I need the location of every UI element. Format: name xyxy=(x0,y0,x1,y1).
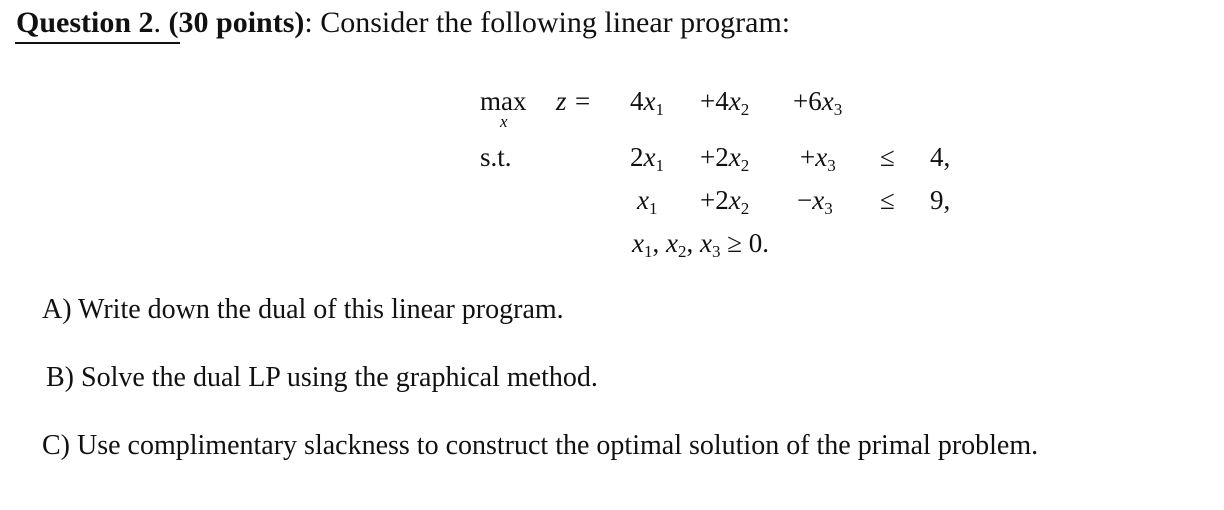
constraint-rhs: 9, xyxy=(930,185,951,215)
z-equals: z = xyxy=(556,86,592,116)
part-c: C) Use complimentary slackness to construct the optimal solution of the primal problem. xyxy=(42,430,1039,461)
st-label: s.t. xyxy=(480,142,512,172)
constraint-term: $+2x_2$ xyxy=(700,142,750,175)
question-points: (30 points) xyxy=(168,6,305,39)
constraint-term: $-x_3$ xyxy=(797,185,833,218)
constraint-term: $2x_1$ xyxy=(630,142,664,175)
title-underline xyxy=(15,42,180,44)
question-number: Question 2 xyxy=(16,6,154,39)
obj-term: $+4x_2$ xyxy=(700,86,750,119)
constraint-term: $+2x_2$ xyxy=(700,185,750,218)
constraint-term: $x_1$ xyxy=(637,185,658,218)
constraint-relation: ≤ xyxy=(880,185,895,215)
constraint-rhs: 4, xyxy=(930,142,951,172)
question-intro: : Consider the following linear program: xyxy=(304,6,791,39)
max-label: max xyxy=(480,86,527,116)
title-sep: . xyxy=(153,6,162,39)
constraint-term: $+x_3$ xyxy=(800,142,836,175)
obj-term: $+6x_3$ xyxy=(793,86,843,119)
obj-term: $4x_1$ xyxy=(630,86,664,119)
constraint-relation: ≤ xyxy=(880,142,895,172)
question-title xyxy=(16,6,790,40)
max-under: x xyxy=(500,112,508,131)
nonnegativity: $x_1$, $x_2$, $x_3 \ge 0$. xyxy=(632,228,770,261)
part-a: A) Write down the dual of this linear program. xyxy=(42,294,564,325)
part-b: B) Solve the dual LP using the graphical method. xyxy=(46,362,598,393)
